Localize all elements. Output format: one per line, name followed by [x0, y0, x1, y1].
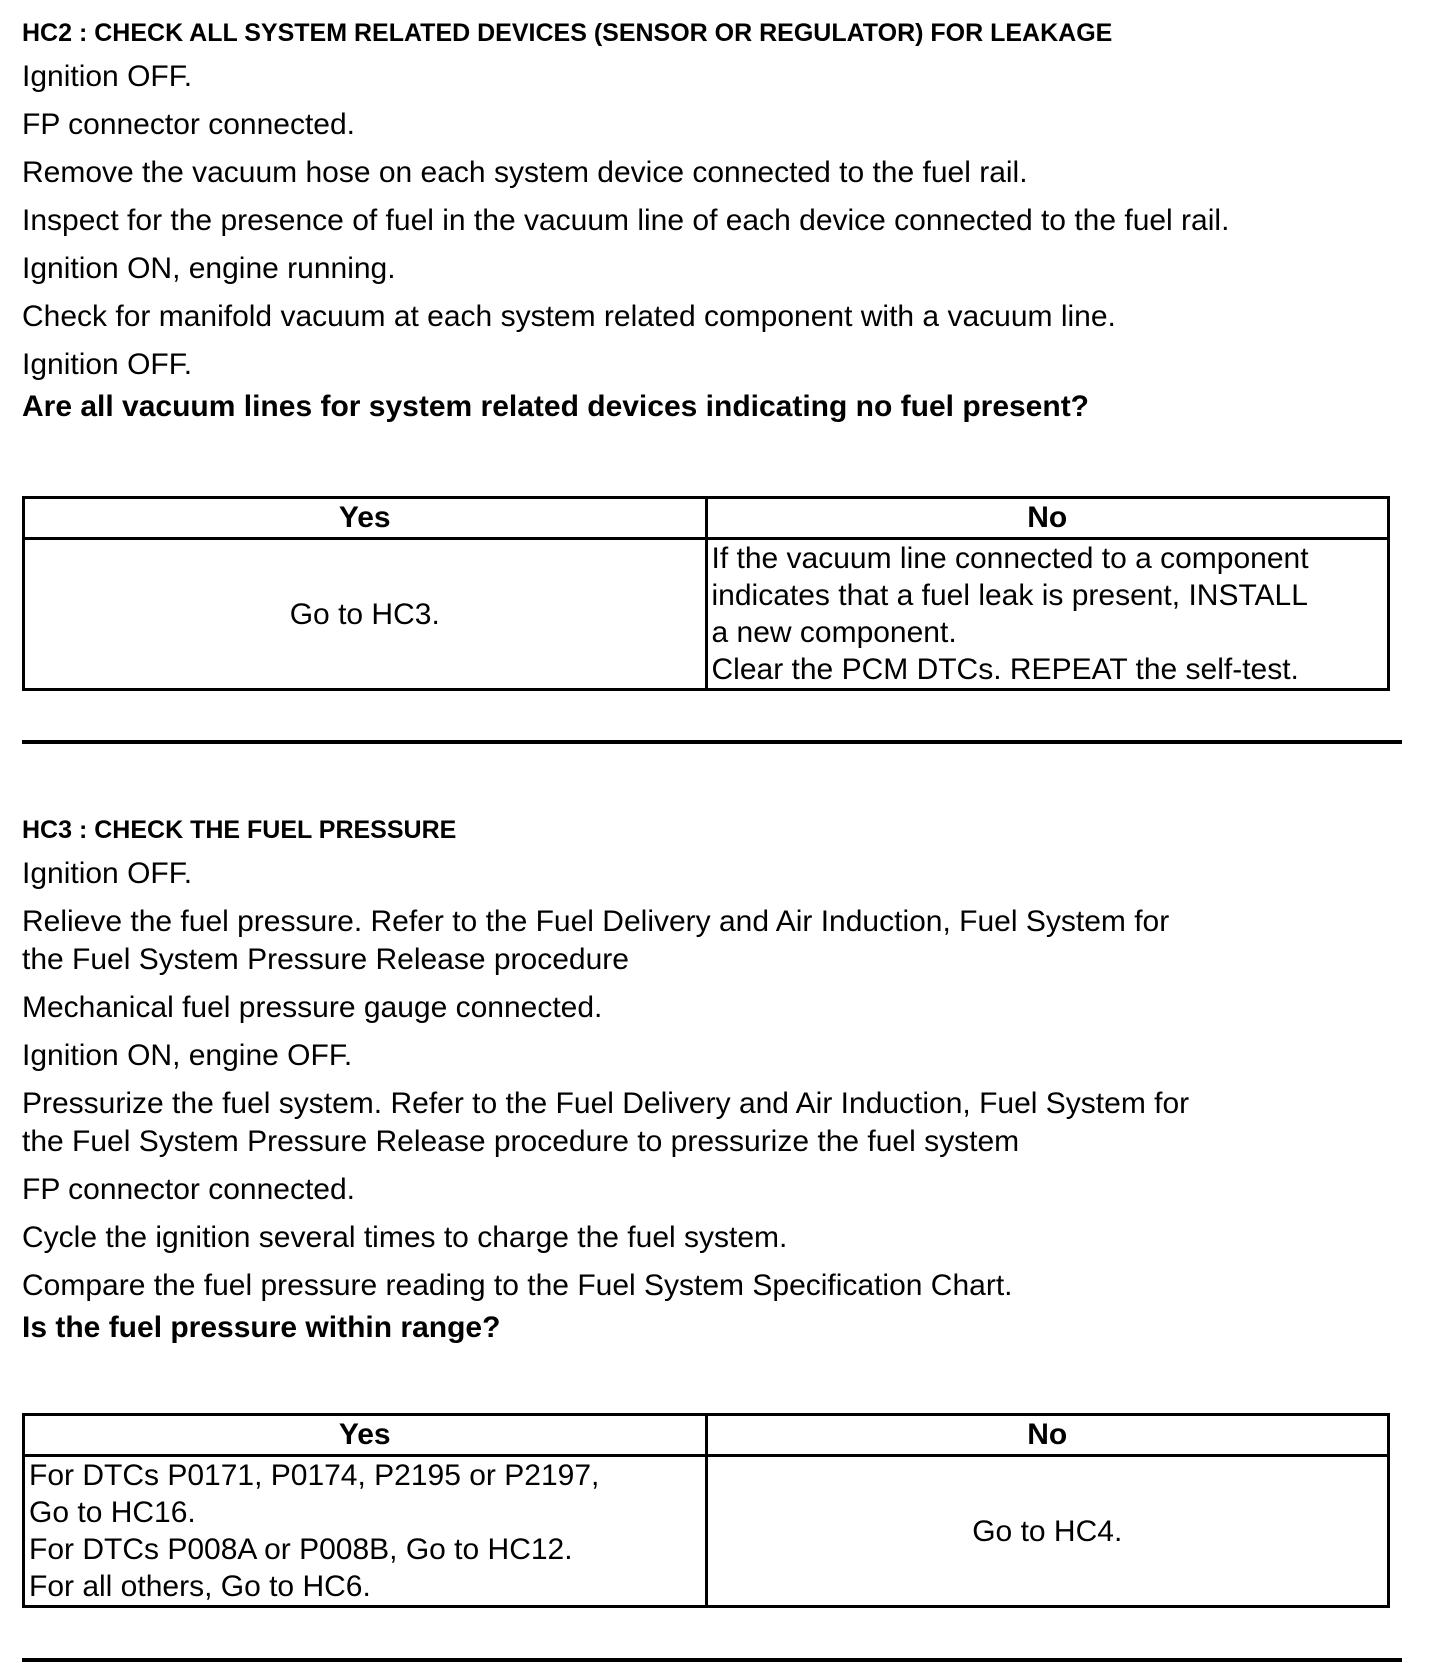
hc3-steps — [22, 855, 1402, 1305]
hc2-step: Ignition ON, engine running. — [22, 252, 396, 285]
hc3-no-header: No — [706, 1415, 1389, 1456]
hc3-yes-line: Go to HC16. — [29, 1496, 196, 1529]
hc3-step: Pressurize the fuel system. Refer to the Fuel Delivery and Air Induction, Fuel System for the Fuel System Pressure Release procedure to pressurize the fuel system — [22, 1087, 1190, 1158]
hc3-yes-line: For DTCs P008A or P008B, Go to HC12. — [29, 1533, 573, 1566]
hc3-section — [22, 815, 1402, 1347]
hc2-no-line: Clear the PCM DTCs. REPEAT the self-test. — [711, 653, 1299, 686]
hc3-yes-header: Yes — [24, 1415, 707, 1456]
hc3-step: Relieve the fuel pressure. Refer to the Fuel Delivery and Air Induction, Fuel System for the Fuel System Pressure Release procedure — [22, 905, 1170, 976]
hc3-yes-line: For all others, Go to HC6. — [29, 1570, 371, 1603]
hc2-steps — [22, 58, 1402, 384]
hc2-section — [22, 18, 1402, 426]
hc2-heading: HC2 : CHECK ALL SYSTEM RELATED DEVICES (SENSOR OR REGULATOR) FOR LEAKAGE — [22, 19, 1113, 47]
section-divider — [22, 1658, 1402, 1662]
hc3-decision-table — [22, 1413, 1390, 1608]
hc2-yes-line: Go to HC3. — [289, 597, 440, 631]
hc2-no-line: If the vacuum line connected to a component — [711, 542, 1309, 575]
hc2-step: FP connector connected. — [22, 108, 355, 141]
hc2-yes-header: Yes — [24, 498, 707, 539]
hc2-step: Ignition OFF. — [22, 348, 193, 381]
hc2-no-line: a new component. — [711, 616, 957, 649]
hc3-no-cell — [706, 1456, 1389, 1607]
hc3-step: Cycle the ignition several times to charge the fuel system. — [22, 1221, 788, 1254]
hc3-no-line: Go to HC4. — [972, 1514, 1123, 1548]
hc2-step: Check for manifold vacuum at each system related component with a vacuum line. — [22, 300, 1116, 333]
section-divider — [22, 740, 1402, 744]
hc3-heading: HC3 : CHECK THE FUEL PRESSURE — [22, 816, 457, 844]
hc2-yes-cell — [24, 539, 707, 690]
hc2-step: Inspect for the presence of fuel in the vacuum line of each device connected to the fuel rail. — [22, 204, 1230, 237]
hc3-yes-line: For DTCs P0171, P0174, P2195 or P2197, — [29, 1459, 600, 1492]
hc3-step: Mechanical fuel pressure gauge connected. — [22, 991, 603, 1024]
hc3-step: Compare the fuel pressure reading to the Fuel System Specification Chart. — [22, 1269, 1013, 1302]
hc2-no-header: No — [706, 498, 1389, 539]
hc3-step: Ignition ON, engine OFF. — [22, 1039, 353, 1072]
hc2-no-cell — [706, 539, 1389, 690]
hc3-step: Ignition OFF. — [22, 857, 193, 890]
hc2-question: Are all vacuum lines for system related devices indicating no fuel present? — [22, 390, 1090, 423]
hc2-no-line: indicates that a fuel leak is present, INSTALL — [711, 579, 1308, 612]
hc2-decision-table — [22, 496, 1390, 691]
hc3-yes-cell — [24, 1456, 707, 1607]
hc3-step: FP connector connected. — [22, 1173, 355, 1206]
hc3-question: Is the fuel pressure within range? — [22, 1311, 501, 1344]
hc2-step: Ignition OFF. — [22, 60, 193, 93]
hc2-step: Remove the vacuum hose on each system device connected to the fuel rail. — [22, 156, 1028, 189]
